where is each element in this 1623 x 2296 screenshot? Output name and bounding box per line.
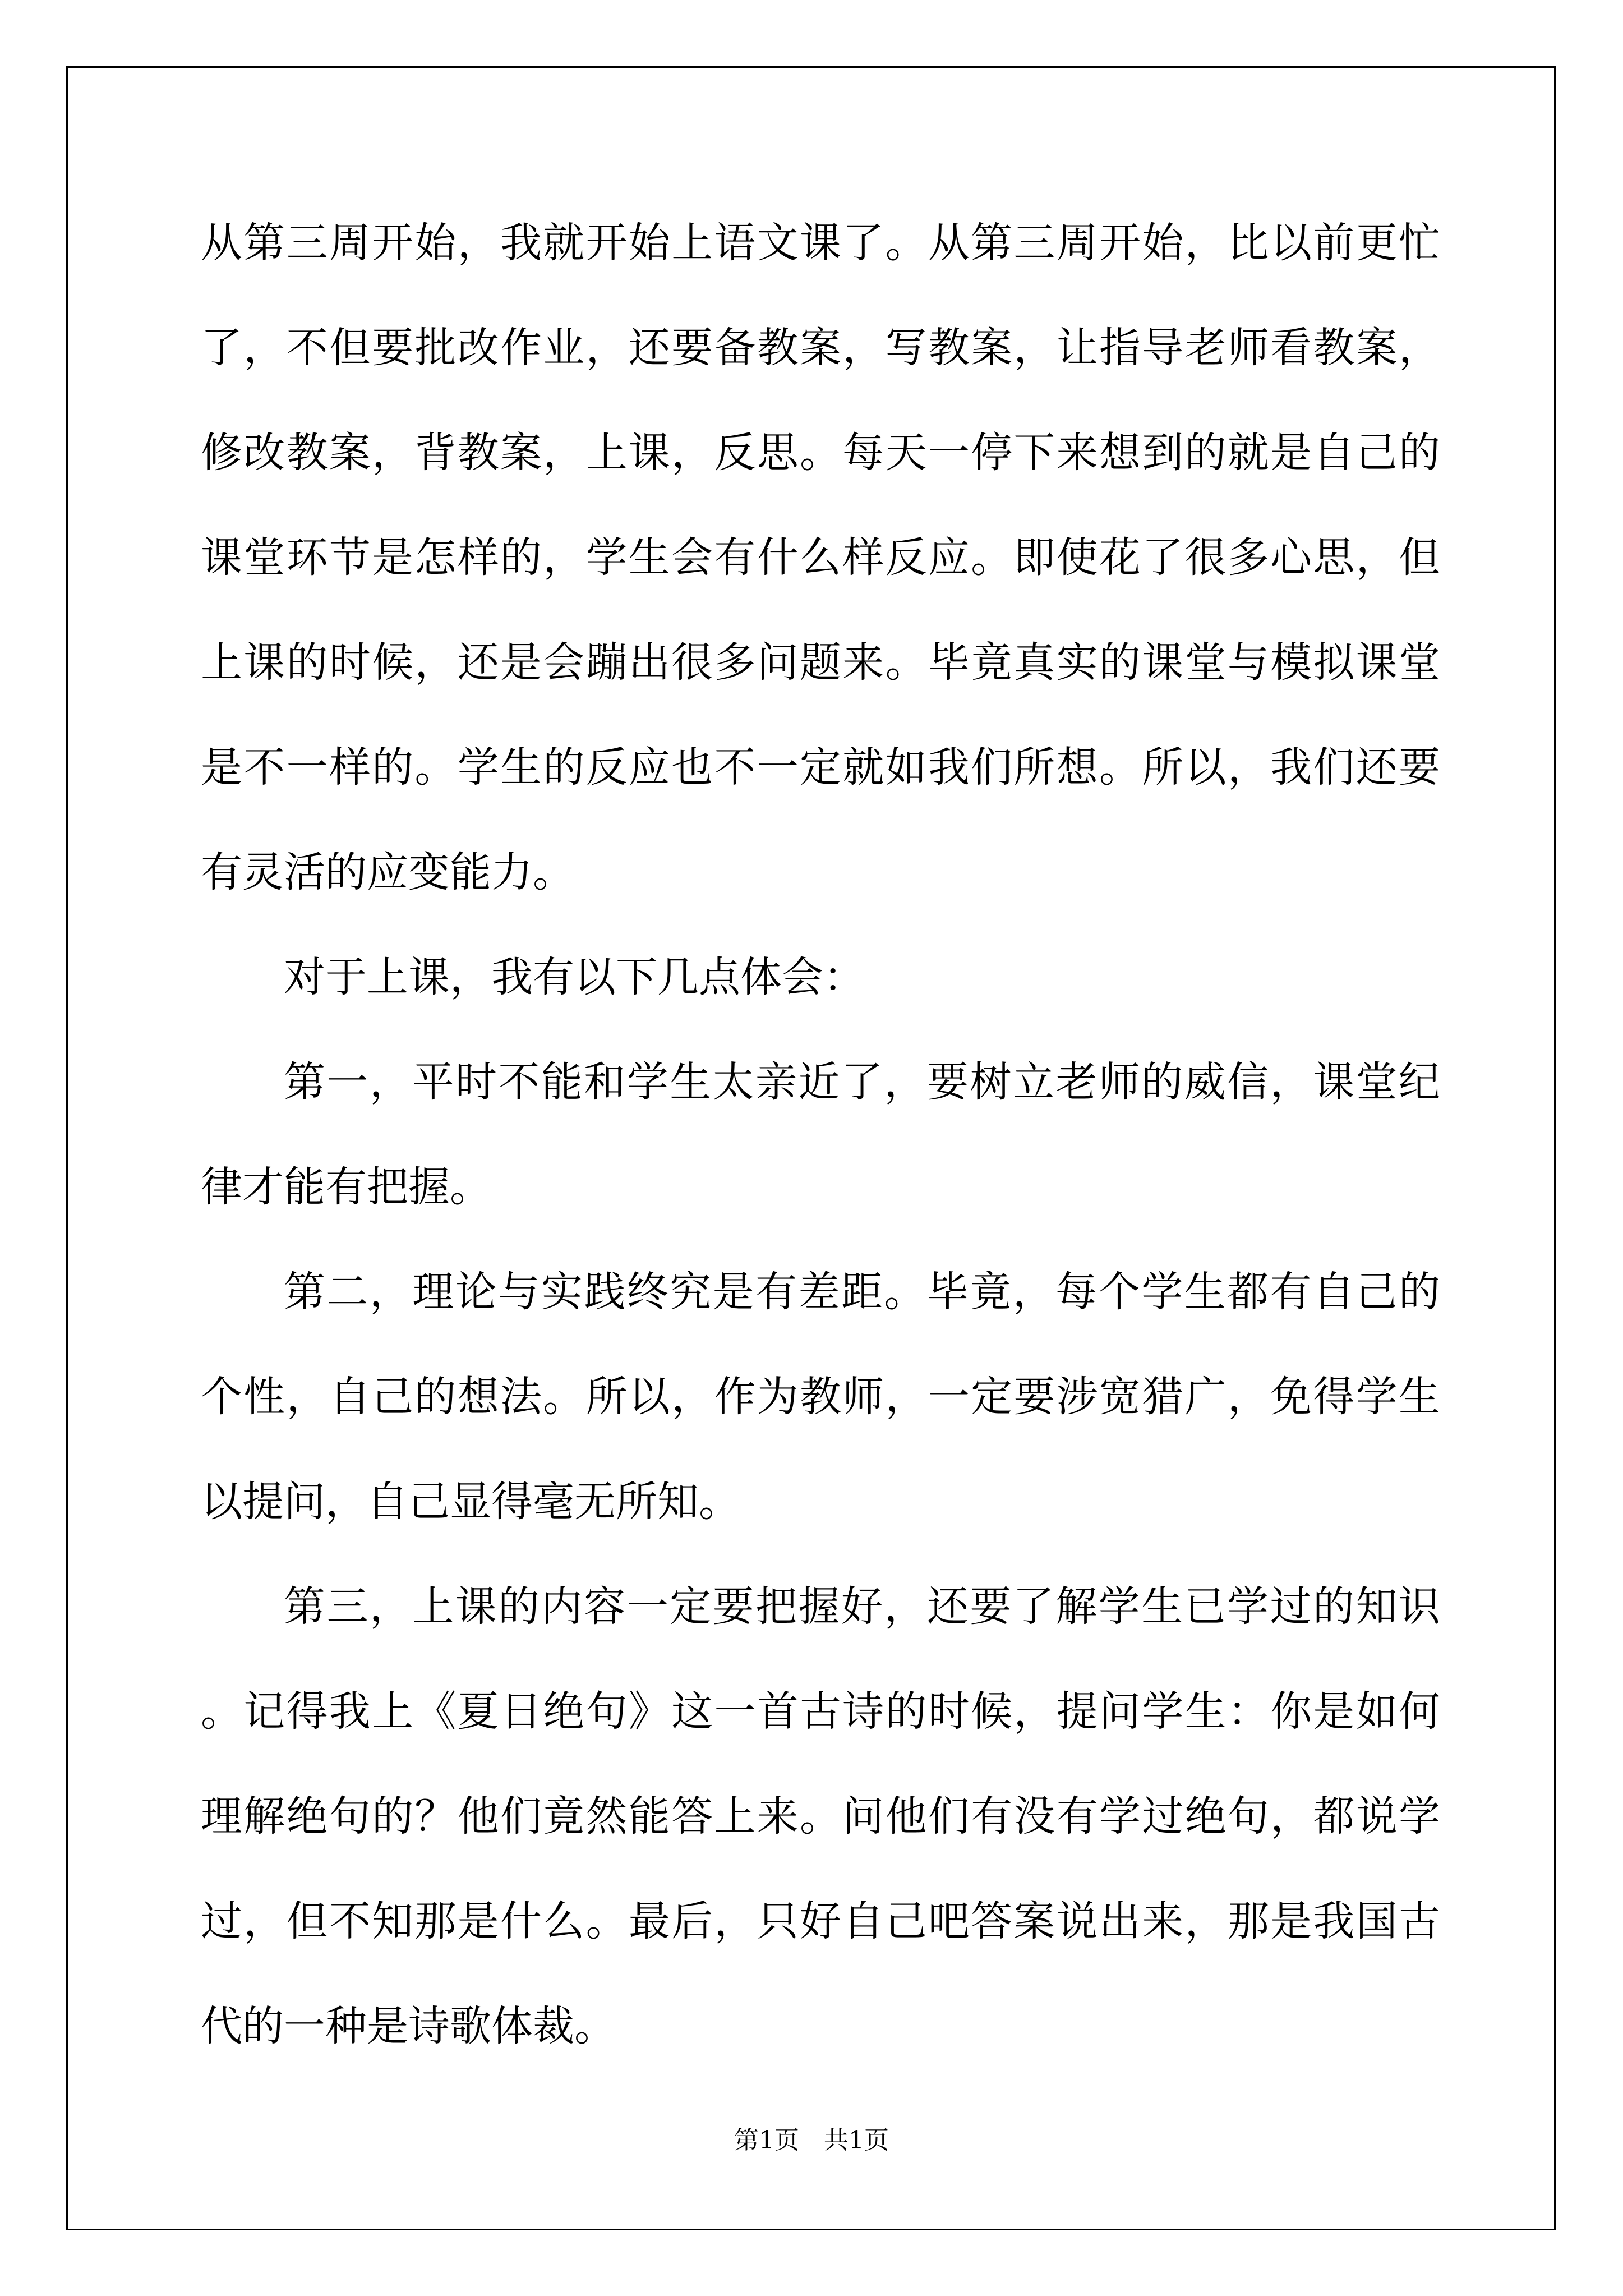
- document-body: [201, 191, 1440, 2079]
- page-number-current: 第1页: [734, 2126, 799, 2155]
- paragraph-2: 对于上课，我有以下几点体会：: [284, 953, 865, 1001]
- paragraph-3: 第一，平时不能和学生太亲近了，要树立老师的威信，课堂纪律才能有把握。: [201, 1058, 1440, 1211]
- paragraph-1: 从第三周开始，我就开始上语文课了。从第三周开始，比以前更忙了，不但要批改作业，还要备教案，写教案，让指导老师看教案，修改教案，背教案，上课，反思。每天一停下来想到的就是自己的课堂环节是怎样的，学生会有什么样反应。即使花了很多心思，但上课的时候，还是会蹦出很多问题来。毕竟真实的课堂与模拟课堂是不一样的。学生的反应也不一定就如我们所想。所以，我们还要有灵活的应变能力。: [201, 219, 1440, 896]
- page-footer: [0, 2124, 1623, 2157]
- page-number-total: 共1页: [824, 2126, 889, 2155]
- paragraph-4: 第二，理论与实践终究是有差距。毕竟，每个学生都有自己的个性，自己的想法。所以，作为教师，一定要涉宽猎广，免得学生以提问，自己显得毫无所知。: [201, 1268, 1440, 1526]
- paragraph-5: 第三，上课的内容一定要把握好，还要了解学生已学过的知识。记得我上《夏日绝句》这一首古诗的时候，提问学生：你是如何理解绝句的？他们竟然能答上来。问他们有没有学过绝句，都说学过，但不知那是什么。最后，只好自己吧答案说出来，那是我国古代的一种是诗歌体裁。: [201, 1582, 1440, 2050]
